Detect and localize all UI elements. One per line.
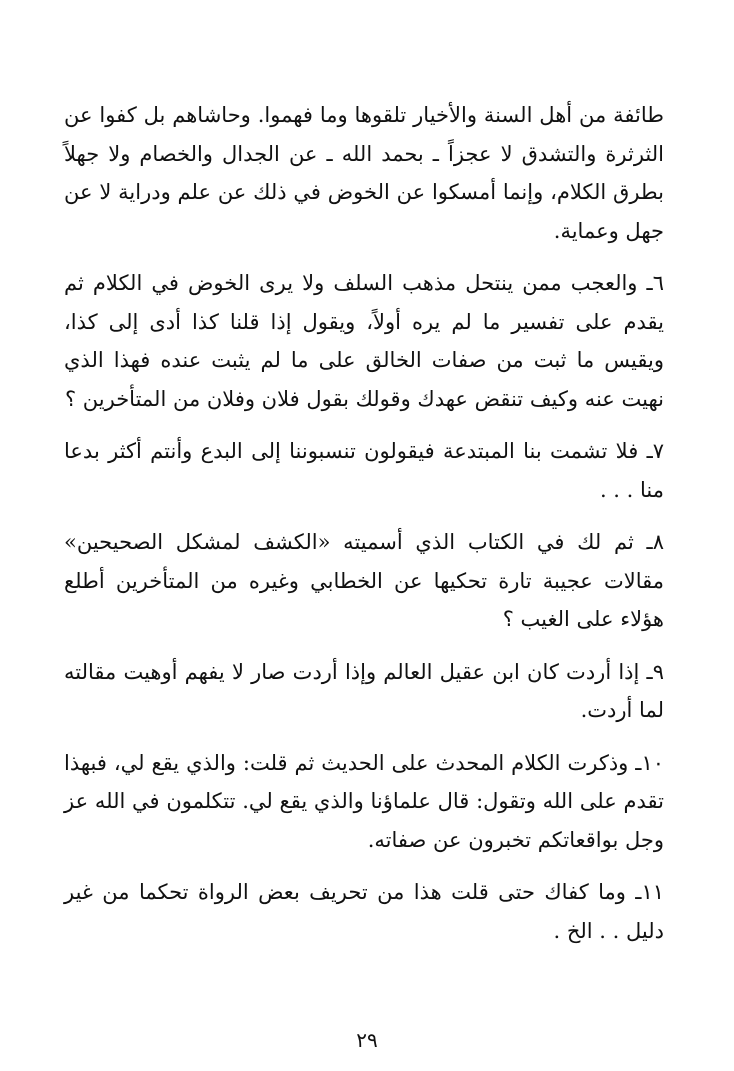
paragraph-item-11: ١١ـ وما كفاك حتى قلت هذا من تحريف بعض الرواة تحكما من غير دليل . . الخ . bbox=[64, 880, 664, 943]
paragraph-item-10: ١٠ـ وذكرت الكلام المحدث على الحديث ثم قلت: والذي يقع لي، فبهذا تقدم على الله وتقول: قال علماؤنا والذي يقع لي. تتكلمون في الله عز وجل بواقعاتكم تخبرون عن صفاته. bbox=[64, 750, 664, 852]
paragraph-item-7: ٧ـ فلا تشمت بنا المبتدعة فيقولون تنسبوننا إلى البدع وأنتم أكثر بدعا منا . . . bbox=[64, 439, 664, 502]
paragraph-continuation: طائفة من أهل السنة والأخيار تلقوها وما فهموا. وحاشاهم بل كفوا عن الثرثرة والتشدق لا عجزاً ـ بحمد الله ـ عن الجدال والخصام ولا جهلاً بطرق الكلام، وإنما أمسكوا عن الخوض في ذلك عن علم ودراية لا عن جهل وعماية. bbox=[64, 103, 664, 243]
page-number: ٢٩ bbox=[356, 1028, 378, 1052]
paragraph-item-6: ٦ـ والعجب ممن ينتحل مذهب السلف ولا يرى الخوض في الكلام ثم يقدم على تفسير ما لم يره أولاً، ويقول إذا قلنا كذا أدى إلى كذا، ويقيس ما ثبت من صفات الخالق على ما لم يثبت عنده فهذا الذي نهيت عنه وكيف تنقض عهدك وقولك بقول فلان وفلان من المتأخرين ؟ bbox=[64, 271, 664, 411]
paragraph-item-8: ٨ـ ثم لك في الكتاب الذي أسميته «الكشف لمشكل الصحيحين» مقالات عجيبة تارة تحكيها عن الخطابي وغيره من المتأخرين أطلع هؤلاء على الغيب ؟ bbox=[64, 530, 664, 631]
body-text bbox=[64, 96, 664, 964]
paragraph-item-9: ٩ـ إذا أردت كان ابن عقيل العالم وإذا أردت صار لا يفهم أوهيت مقالته لما أردت. bbox=[64, 659, 664, 722]
